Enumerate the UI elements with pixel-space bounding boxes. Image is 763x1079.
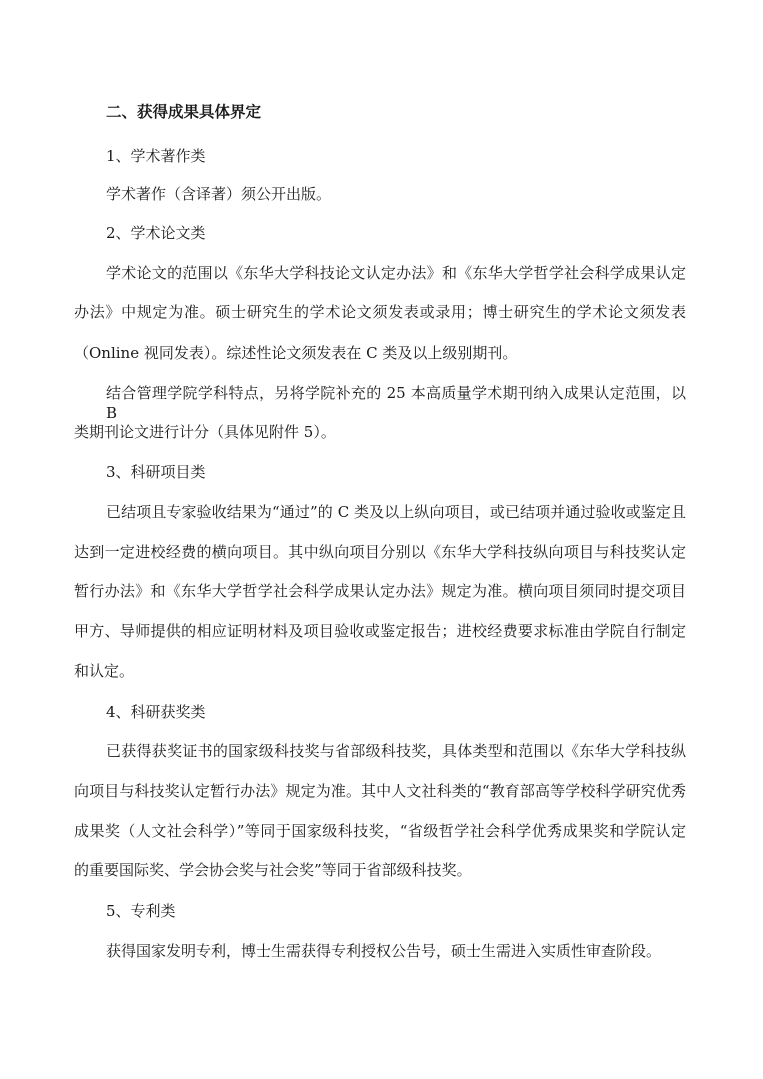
- paragraph-line: 甲方、导师提供的相应证明材料及项目验收或鉴定报告；进校经费要求标准由学院自行制定: [74, 622, 686, 640]
- subsection-heading-1: 1、学术著作类: [106, 147, 206, 165]
- paragraph-line: 办法》中规定为准。硕士研究生的学术论文须发表或录用；博士研究生的学术论文须发表: [74, 303, 686, 321]
- paragraph-line: 达到一定进校经费的横向项目。其中纵向项目分别以《东华大学科技纵向项目与科技奖认定: [74, 543, 686, 561]
- paragraph-line: 暂行办法》和《东华大学哲学社会科学成果认定办法》规定为准。横向项目须同时提交项目: [74, 582, 686, 600]
- paragraph-line: 类期刊论文进行计分（具体见附件 5）。: [74, 423, 336, 441]
- paragraph-line: 已获得获奖证书的国家级科技奖与省部级科技奖，具体类型和范围以《东华大学科技纵: [106, 742, 686, 760]
- subsection-heading-4: 4、科研获奖类: [106, 703, 206, 721]
- paragraph-line: （Online 视同发表）。综述性论文须发表在 C 类及以上级别期刊。: [74, 344, 518, 362]
- paragraph-line: 学术著作（含译著）须公开出版。: [106, 185, 332, 203]
- paragraph-line: 结合管理学院学科特点，另将学院补充的 25 本高质量学术期刊纳入成果认定范围，以 B: [106, 384, 686, 422]
- subsection-heading-3: 3、科研项目类: [106, 463, 206, 481]
- paragraph-line: 和认定。: [74, 662, 135, 680]
- section-title: 二、获得成果具体界定: [106, 102, 262, 121]
- paragraph-line: 成果奖（人文社会科学）”等同于国家级科技奖，“省级哲学社会科学优秀成果奖和学院认定: [74, 822, 686, 840]
- paragraph-line: 向项目与科技奖认定暂行办法》规定为准。其中人文社科类的“教育部高等学校科学研究优秀: [74, 782, 686, 800]
- paragraph-line: 已结项且专家验收结果为“通过”的 C 类及以上纵向项目，或已结项并通过验收或鉴定且: [106, 503, 686, 521]
- paragraph-line: 获得国家发明专利，博士生需获得专利授权公告号，硕士生需进入实质性审查阶段。: [106, 942, 662, 960]
- paragraph-line: 的重要国际奖、学会协会奖与社会奖”等同于省部级科技奖。: [74, 861, 472, 879]
- subsection-heading-2: 2、学术论文类: [106, 224, 206, 242]
- paragraph-line: 学术论文的范围以《东华大学科技论文认定办法》和《东华大学哲学社会科学成果认定: [106, 264, 686, 282]
- subsection-heading-5: 5、专利类: [106, 902, 176, 920]
